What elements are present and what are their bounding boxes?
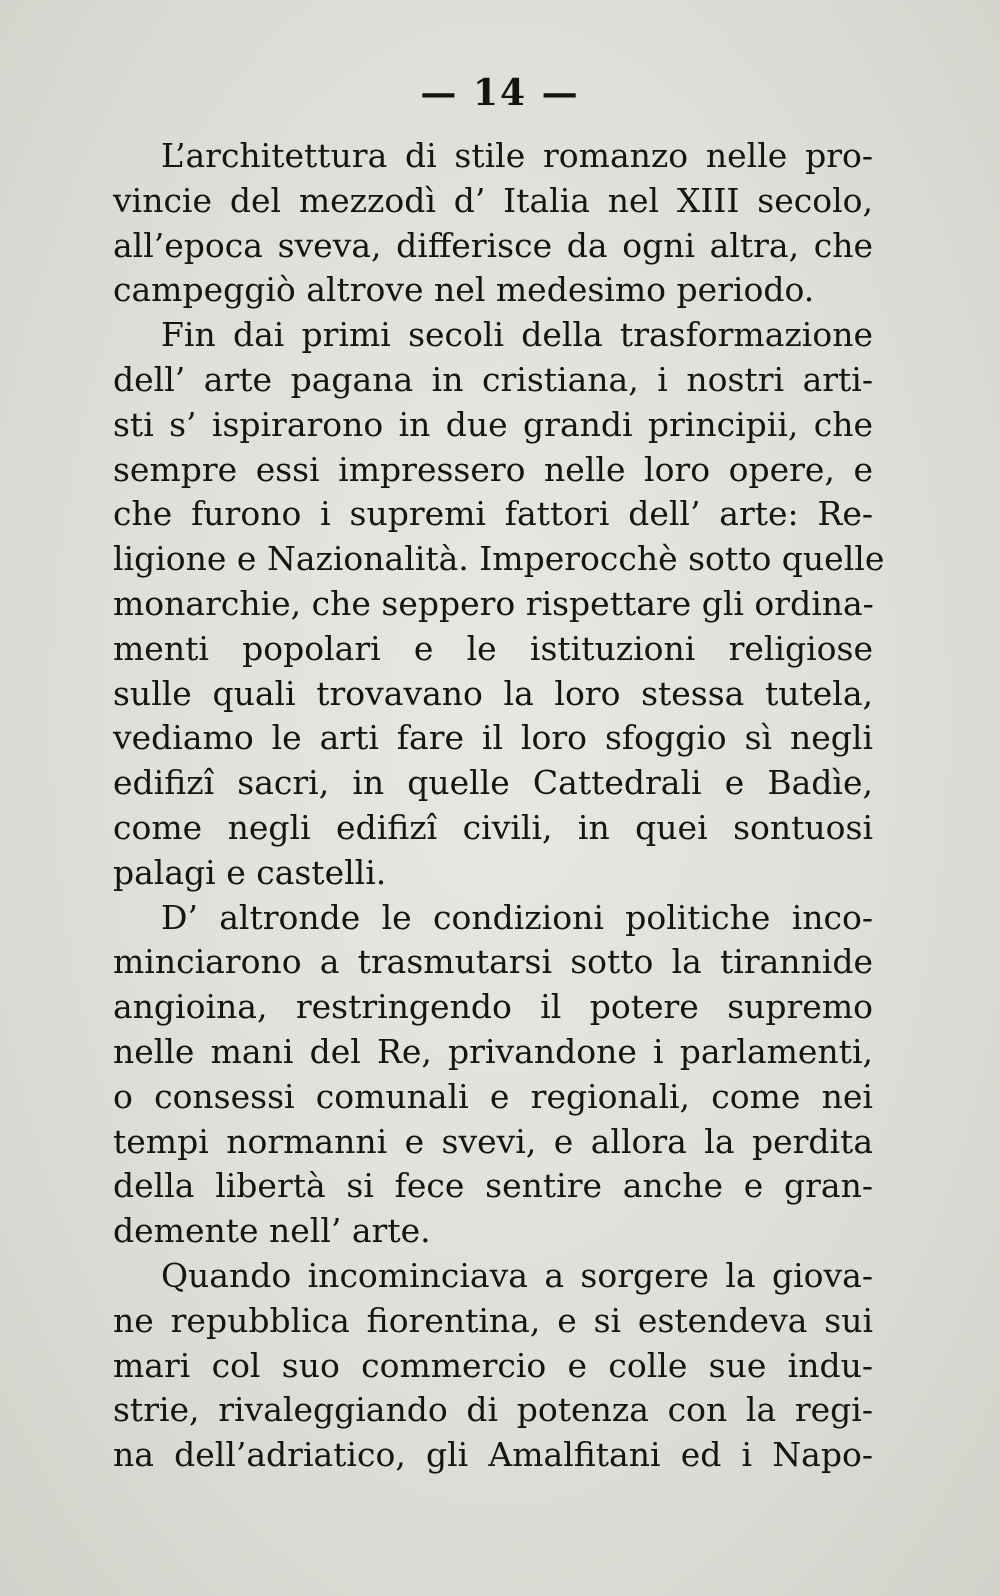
text-line: vediamo le arti fare il loro sfoggio sì negli <box>113 718 873 758</box>
text-line: menti popolari e le istituzioni religiose <box>113 628 873 668</box>
text-line: sti s’ ispirarono in due grandi principii, che <box>113 404 873 444</box>
text-line: sempre essi impressero nelle loro opere, e <box>113 449 873 489</box>
text-line: mari col suo commercio e colle sue indu- <box>113 1345 873 1385</box>
text-line: palagi e castelli. <box>113 852 387 892</box>
text-line: na dell’adriatico, gli Amalfitani ed i Napo- <box>113 1435 873 1475</box>
text-line: dell’ arte pagana in cristiana, i nostri arti- <box>113 359 873 399</box>
text-line: campeggiò altrove nel medesimo periodo. <box>113 270 815 310</box>
text-line: edifizî sacri, in quelle Cattedrali e Badìe, <box>113 763 873 803</box>
text-line: all’epoca sveva, differisce da ogni altra, che <box>113 225 873 265</box>
text-line: minciarono a trasmutarsi sotto la tirannide <box>113 942 873 982</box>
text-line: ligione e Nazionalità. Imperocchè sotto quelle <box>113 539 885 579</box>
page-text <box>113 134 885 1478</box>
text-line: o consessi comunali e regionali, come nei <box>113 1076 873 1116</box>
text-line: vincie del mezzodì d’ Italia nel XIII secolo, <box>113 180 873 220</box>
text-line: ne repubblica fiorentina, e si estendeva sui <box>113 1300 873 1340</box>
text-line: angioina, restringendo il potere supremo <box>113 987 873 1027</box>
text-line: nelle mani del Re, privandone i parlamenti, <box>113 1031 873 1071</box>
text-line: della libertà si fece sentire anche e gran- <box>113 1166 873 1206</box>
text-line: L’architettura di stile romanzo nelle pro- <box>161 136 873 175</box>
text-line: sulle quali trovavano la loro stessa tutela, <box>113 673 873 713</box>
text-line: tempi normanni e svevi, e allora la perdita <box>113 1121 873 1161</box>
text-line: strie, rivaleggiando di potenza con la regi- <box>113 1390 873 1430</box>
text-line: monarchie, che seppero rispettare gli ordina- <box>113 583 874 623</box>
text-line: demente nell’ arte. <box>113 1211 431 1251</box>
text-line: D’ altronde le condizioni politiche inco- <box>161 897 873 937</box>
text-line: Quando incominciava a sorgere la giova- <box>161 1255 873 1295</box>
text-line: che furono i supremi fattori dell’ arte: Re- <box>113 494 873 534</box>
text-line: Fin dai primi secoli della trasformazione <box>161 315 873 355</box>
page-number: — 14 — <box>420 72 580 114</box>
text-line: come negli edifizî civili, in quei sontuosi <box>113 807 873 847</box>
